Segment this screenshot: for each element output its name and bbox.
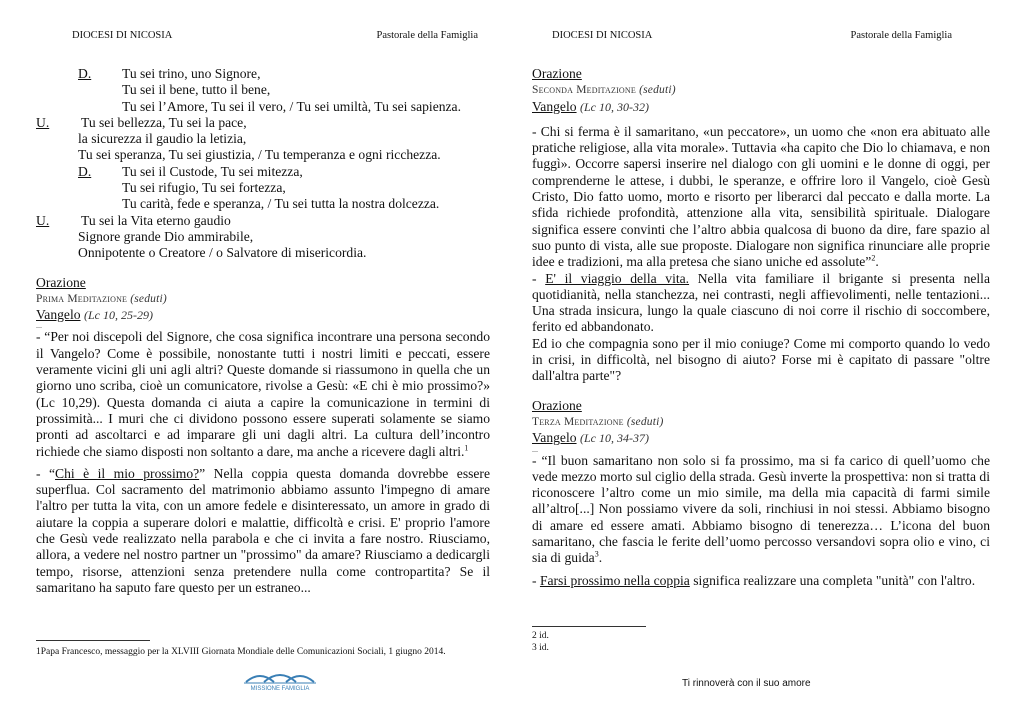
litany-speaker-label: D. xyxy=(78,66,92,81)
orazione-heading-2: Orazione xyxy=(532,397,582,413)
orazione-heading: Orazione xyxy=(36,274,86,290)
litany-speaker-label: U. xyxy=(36,114,50,130)
paragraph-7-underlined: Farsi prossimo nella coppia xyxy=(539,572,690,588)
paragraph-3-end: . xyxy=(875,254,879,270)
vangelo-label-3: Vangelo xyxy=(532,430,577,446)
paragraph-3-text: - Chi si ferma è il samaritano, «un peccatore», un uomo che «non era abituato alle pratiche religiose, alla vita morale». Tuttavia «ha capito che Dio lo chiamava, e non fuggì». Occorre sapersi inserire nel dialogo con gli uomini e le donne di oggi, per comprenderne le attese, i dubbi, le speranze, e offrire loro il Vangelo, cioè Gesù Cristo, Dio fatto uomo, morto e risorto per liberarci dal peccato e dalla morte. La sfida richiede profondità, attenzione alla vita, sensibilità spirituale. Dialogare significa essere convinti che l’altro abbia qualcosa di buono da dire, fare spazio al suo punto di vista, alle sue proposte. Dialogare non significa rinunciare alle proprie idee e tradizioni, ma alla pretesa che siano uniche ed assolute” xyxy=(532,123,990,270)
vangelo-line xyxy=(36,307,490,323)
meditation-title xyxy=(532,82,990,98)
vangelo-line-3 xyxy=(532,430,990,446)
litany-text: Tu sei il bene, tutto il bene, xyxy=(122,82,271,98)
litany-text: la sicurezza il gaudio la letizia, xyxy=(78,131,247,147)
vangelo-label: Vangelo xyxy=(532,98,577,114)
right-page xyxy=(512,0,1024,724)
footnote-rule xyxy=(36,640,150,641)
paragraph-4-underlined: E' il viaggio della vita. xyxy=(545,270,690,286)
meditation-note: (seduti) xyxy=(130,292,167,305)
litany-line xyxy=(36,229,490,245)
vangelo-ref: (Lc 10, 30-32) xyxy=(579,99,649,114)
litany-text: Tu sei trino, uno Signore, xyxy=(122,66,261,81)
meditation-title-3 xyxy=(532,414,990,430)
header-pastorale: Pastorale della Famiglia xyxy=(376,30,478,41)
paragraph-1-text: - “Per noi discepoli del Signore, che cosa significa incontrare una persona secondo il Vangelo? Come è possibile, nonostante tutti i nostri limiti e peccati, essere veramente vicini gli uni agli altri? Queste domande si riassumono in quella che un giorno uno scriba, cioè un comunicatore, rivolse a Gesù: «E chi è mio prossimo?» (Lc 10,29). Questa domanda ci aiuta a capire la comunicazione in termini di prossimità... I muri che ci dividono possono essere superati solamente se siamo pronti ad ascoltarci e ad imparare gli uni dagli altri. La cultura dell’incontro richiede che siamo disposti non soltanto a dare, ma anche a ricevere dagli altri. xyxy=(36,329,490,459)
litany-line xyxy=(36,82,490,98)
meditation-note-3: (seduti) xyxy=(626,415,664,428)
footnote-ref-2: 2 xyxy=(871,253,876,263)
litany-speaker-label: U. xyxy=(36,212,50,228)
meditation-note: (seduti) xyxy=(639,84,676,97)
paragraph-2-underlined: Chi è il mio prossimo? xyxy=(55,465,200,481)
litany-text: Tu sei rifugio, Tu sei fortezza, xyxy=(122,180,286,196)
footnote-1: 1Papa Francesco, messaggio per la XLVIII Giornata Mondiale delle Comunicazioni Sociali, 1 giugno 2014. xyxy=(36,647,446,657)
vangelo-line xyxy=(532,99,990,115)
litany-speaker-label: D. xyxy=(78,163,92,179)
meditation-name-3: Terza Meditazione xyxy=(532,415,624,428)
paragraph-1 xyxy=(36,329,490,459)
litany-text: Signore grande Dio ammirabile, xyxy=(78,228,254,244)
paragraph-2-prefix: - “ xyxy=(36,465,56,481)
litany-text: Tu sei l’Amore, Tu sei il vero, / Tu sei umiltà, Tu sei sapienza. xyxy=(122,98,461,114)
footnote-ref-1: 1 xyxy=(464,443,469,452)
missione-famiglia-logo xyxy=(240,670,320,692)
tagline: Ti rinnoverà con il suo amore xyxy=(682,678,811,689)
litany-line xyxy=(36,115,490,131)
vangelo-ref-3: (Lc 10, 34-37) xyxy=(579,431,649,446)
ellipsis: ... xyxy=(532,444,538,454)
paragraph-7-text: significa realizzare una completa "unità" con l'altro. xyxy=(689,572,976,588)
left-body xyxy=(36,66,490,596)
header-pastorale: Pastorale della Famiglia xyxy=(850,30,952,41)
paragraph-6 xyxy=(532,453,990,567)
header-diocese: DIOCESI DI NICOSIA xyxy=(552,30,653,41)
meditation-name: Seconda Meditazione xyxy=(532,84,636,97)
vangelo-label: Vangelo xyxy=(36,307,81,323)
paragraph-6-end: . xyxy=(598,550,603,566)
right-body xyxy=(532,66,990,589)
litany-line xyxy=(36,164,490,180)
logo-arches-icon xyxy=(240,670,320,692)
meditation-title xyxy=(36,291,490,307)
footnote-3: 3 id. xyxy=(532,643,549,653)
paragraph-4-prefix: - xyxy=(532,270,546,286)
footnote-2: 2 id. xyxy=(532,631,549,641)
litany-line xyxy=(36,213,490,229)
litany-line xyxy=(36,245,490,261)
litany-line xyxy=(36,196,490,212)
paragraph-7 xyxy=(532,573,990,589)
paragraph-2 xyxy=(36,466,490,596)
header-diocese: DIOCESI DI NICOSIA xyxy=(72,30,173,41)
litany xyxy=(36,66,490,262)
litany-text: Tu sei bellezza, Tu sei la pace, xyxy=(81,114,247,130)
paragraph-3 xyxy=(532,124,990,271)
paragraph-6-text: - “Il buon samaritano non solo si fa prossimo, ma si fa carico di quell’uomo che vede mezzo morto sul ciglio della strada. Gesù inverte la prospettiva: non si tratta di riconoscere l’altro come un mio simile, ma della mia capacità di farmi simile all’altro[...] Non possiamo vivere da soli, rinchiusi in noi stessi. Abbiamo bisogno di amare ed essere amati. Abbiamo bisogno di tenerezza… L’icona del buon samaritano, che fascia le ferite dell’uomo percosso versandovi sopra olio e vino, ci sia di guida xyxy=(532,452,990,566)
litany-text: Onnipotente o Creatore / o Salvatore di misericordia. xyxy=(78,245,367,261)
litany-line xyxy=(36,147,490,163)
litany-line xyxy=(36,99,490,115)
paragraph-4-text: Nella vita familiare il brigante si presenta nella quotidianità, nella stanchezza, nei contrasti, negli affievolimenti, nelle tentazioni... Una strada insicura, lungo la quale ciascuno di noi corre il rischio di soccombere, ferito ed abbandonato. xyxy=(532,270,990,335)
litany-line xyxy=(36,180,490,196)
litany-line xyxy=(36,131,490,147)
litany-text: Tu sei la Vita eterno gaudio xyxy=(81,212,231,228)
meditation-name: Prima Meditazione xyxy=(36,292,128,305)
paragraph-2-text: ” Nella coppia questa domanda dovrebbe essere superflua. Col sacramento del matrimonio abbiamo assunto l'impegno di amare l'altro per tutta la vita, con un amore fedele e disinteressato, un amore in grado di aiutare la coppia a superare dolori e malattie, difficoltà e crisi. E' proprio l'amore che Gesù vede realizzato nella parabola e che ci invita a fare nostro. Riusciamo, allora, a vedere nel nostro partner un "prossimo" da amare? Riusciamo a dedicargli tempo, risorse, attenzioni senza pretendere nulla come contropartita? Se il samaritano ha saputo fare questo per un estraneo... xyxy=(36,465,490,595)
footnotes xyxy=(532,630,549,654)
litany-text: Tu sei il Custode, Tu sei mitezza, xyxy=(122,163,303,179)
paragraph-5: Ed io che compagnia sono per il mio coniuge? Come mi comporto quando lo vedo in crisi, in difficoltà, nel bisogno di aiuto? Forse mi è capitato di passare "oltre dall'altra parte"? xyxy=(532,335,990,384)
paragraph-4 xyxy=(532,271,990,336)
paragraph-7-prefix: - xyxy=(532,572,540,588)
litany-text: Tu sei speranza, Tu sei giustizia, / Tu temperanza e ogni ricchezza. xyxy=(78,147,441,163)
litany-line xyxy=(36,66,490,82)
litany-text: Tu carità, fede e speranza, / Tu sei tutta la nostra dolcezza. xyxy=(122,196,440,212)
footnote-ref-3: 3 xyxy=(594,549,599,559)
logo-text: MISSIONE FAMIGLIA xyxy=(250,686,310,692)
vangelo-ref: (Lc 10, 25-29) xyxy=(83,308,153,323)
orazione-heading: Orazione xyxy=(532,66,582,81)
footnote-rule xyxy=(532,626,646,627)
ellipsis: ... xyxy=(36,321,42,331)
